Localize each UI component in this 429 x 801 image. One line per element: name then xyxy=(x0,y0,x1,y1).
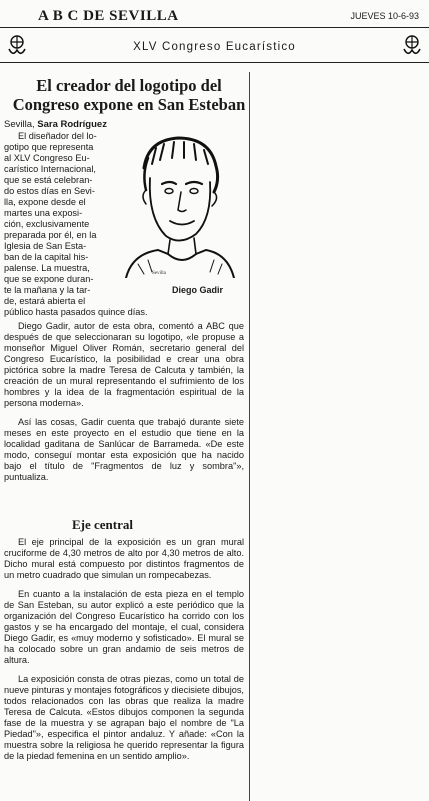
body-paragraph: Así las cosas, Gadir cuenta que trabajó durante siete meses en este proyecto en el estudio que tiene en la localidad gaditana de Sanlúcar de Barrameda. «De este modo, conseguí montar esta exposición que ha nacido bajo el título de "Fragmentos de luz y sombra"», puntualiza. xyxy=(4,417,244,482)
body-paragraph: La exposición consta de otras piezas, como un total de nueve pinturas y montajes fotográficos y diecisiete dibujos, todos relacionados con las obras que realiza la madre Teresa de Calcuta. «Estos dibujos componen la segunda fase de la muestra y se agrapan bajo el nombre de "La Piedad"», especifica el pintor andaluz. Y añade: «Con la muestra sobre la religiosa he querido representar la figura de la piedad femenina en un sentido amplio». xyxy=(4,674,244,761)
lead-line: preparada por él, en la xyxy=(4,230,97,240)
article-body-top xyxy=(4,321,244,491)
lead-line: público hasta pasados quince días. xyxy=(4,307,148,317)
byline: Sevilla, Sara Rodríguez xyxy=(4,119,107,130)
lead-line: ción, exclusivamente xyxy=(4,219,90,229)
lead-line: El diseñador del lo- xyxy=(18,131,97,141)
photo-caption: Diego Gadir xyxy=(172,285,224,295)
lead-line: Iglesia de San Esta- xyxy=(4,241,87,251)
body-paragraph: En cuanto a la instalación de esta pieza en el templo de San Esteban, su autor explicó a este periódico que la organización del Congreso Eucarístico ha corrido con los gastos y se ha encargado del montaje, el cual, considera Diego Gadir, es «muy moderno y sofisticado». El mural se ha colocado sobre un gran andamio de seis metros de altura. xyxy=(4,589,244,665)
lead-line: palense. La muestra, xyxy=(4,263,90,273)
lead-line: te la mañana y la tar- xyxy=(4,285,91,295)
lead-line: que se expone duran- xyxy=(4,274,94,284)
lead-line: de, estará abierta el xyxy=(4,296,86,306)
article-headline: El creador del logotipo del Congreso expone en San Esteban xyxy=(12,76,246,114)
article-body-bottom xyxy=(4,537,244,770)
lead-line: gotipo que representa xyxy=(4,142,94,152)
header-rule xyxy=(0,27,429,28)
body-paragraph: El eje principal de la exposición es un gran mural cruciforme de 4,30 metros de alto por 4,30 metros de alto. Dicho mural está compuesto por distintos fragmentos de un metro cuadrado que simulan un rompecabezas. xyxy=(4,537,244,580)
lead-line: do estos días en Sevi- xyxy=(4,186,95,196)
column-divider xyxy=(249,72,250,801)
subhead: Eje central xyxy=(72,517,134,532)
lead-line: al XLV Congreso Eu- xyxy=(4,153,90,163)
congress-emblem-icon xyxy=(401,34,423,58)
lead-paragraph xyxy=(4,131,148,318)
issue-date: JUEVES 10-6-93 xyxy=(350,11,419,21)
masthead: A B C DE SEVILLA xyxy=(38,8,179,24)
lead-line: que se está celebran- xyxy=(4,175,93,185)
section-rule xyxy=(0,62,429,63)
portrait-drawing xyxy=(118,128,238,278)
artist-signature: Sevilla xyxy=(152,271,166,276)
section-title: XLV Congreso Eucarístico xyxy=(133,41,296,53)
lead-line: lla, expone desde el xyxy=(4,197,86,207)
lead-line: martes una exposi- xyxy=(4,208,83,218)
lead-line: carístico Internacional, xyxy=(4,164,96,174)
lead-line: ban de la capital his- xyxy=(4,252,89,262)
body-paragraph: Diego Gadir, autor de esta obra, comentó a ABC que después de que seleccionaran su logotipo, «le propuse a monseñor Miguel Oliver Román, secretario general del Congreso Eucarístico, la posibilidad e crear una obra pictórica sobre la madre Teresa de Calcuta y también, la creación de un mural representando el sufrimiento de los hombres y la idea de la fragmentación espiritual de la persona moderna». xyxy=(4,321,244,408)
